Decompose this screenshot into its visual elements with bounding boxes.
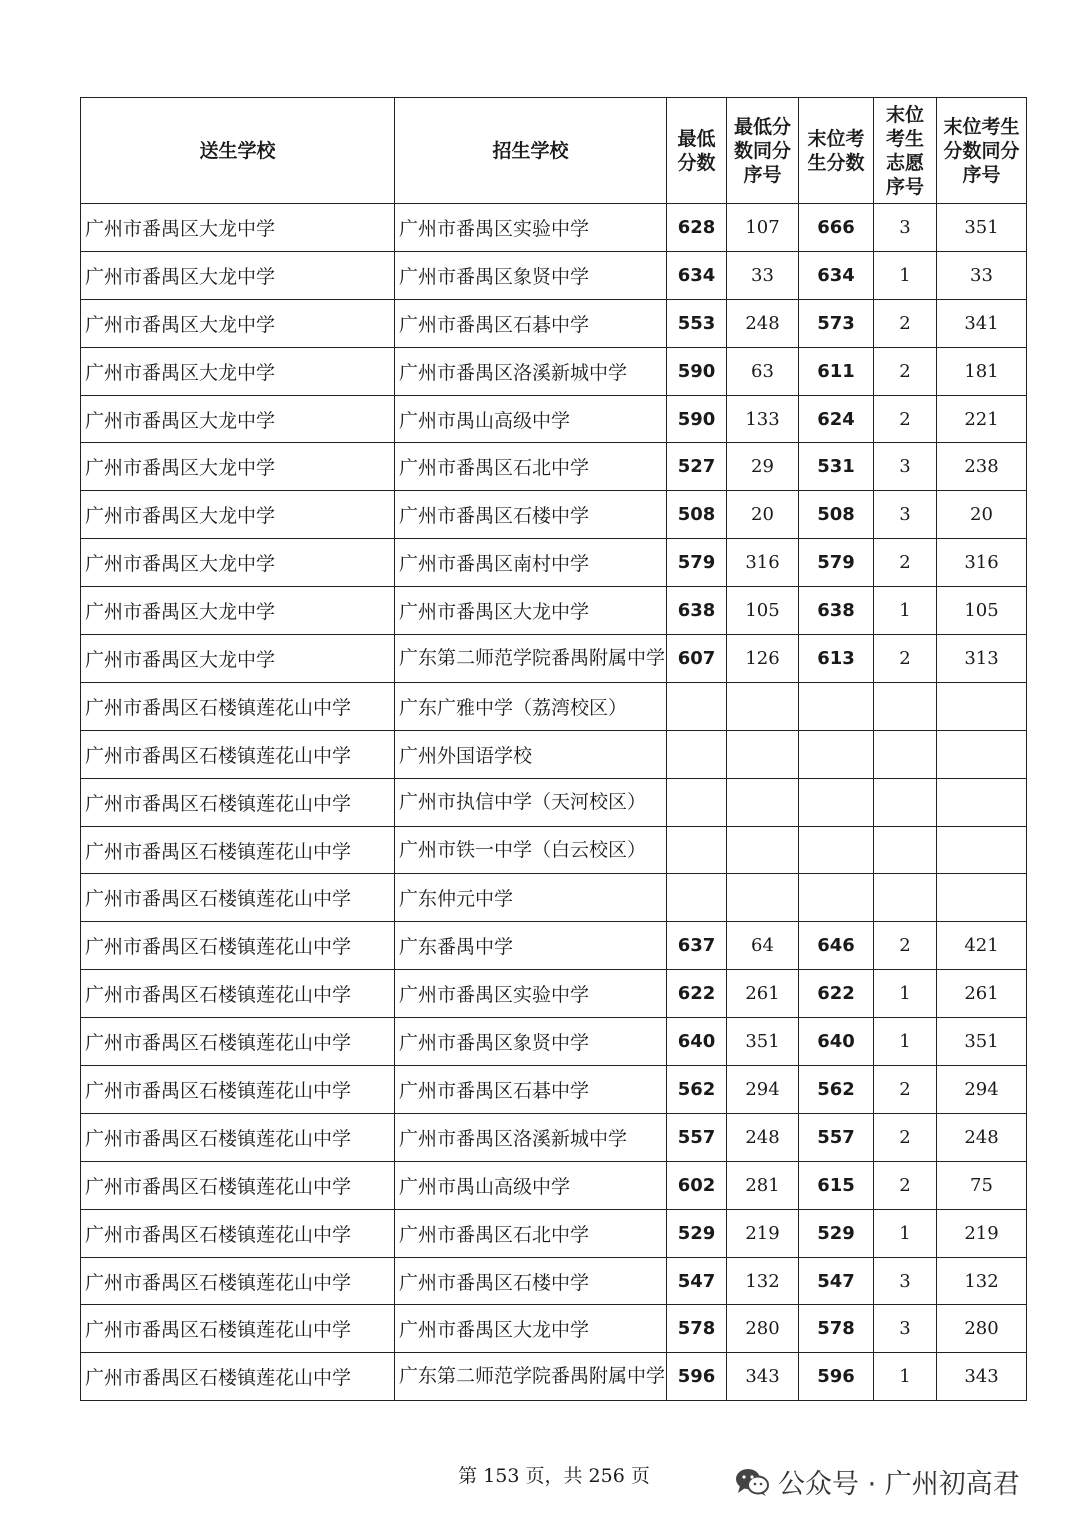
last-choice-no-cell: 3 bbox=[874, 491, 937, 539]
col-header-min-score bbox=[667, 98, 727, 204]
min-score-cell: 634 bbox=[667, 251, 727, 299]
last-score-cell: 508 bbox=[799, 491, 874, 539]
sending-school-cell: 广州市番禺区大龙中学 bbox=[81, 347, 395, 395]
min-score-cell bbox=[667, 682, 727, 730]
table-row bbox=[81, 587, 1027, 635]
sending-school-cell: 广州市番禺区石楼镇莲花山中学 bbox=[81, 874, 395, 922]
min-score-cell bbox=[667, 730, 727, 778]
last-score-rank-cell: 351 bbox=[937, 204, 1027, 252]
min-score-rank-cell bbox=[727, 682, 799, 730]
last-score-cell: 573 bbox=[799, 299, 874, 347]
sending-school-cell: 广州市番禺区石楼镇莲花山中学 bbox=[81, 970, 395, 1018]
last-score-rank-cell: 421 bbox=[937, 922, 1027, 970]
last-score-rank-cell: 181 bbox=[937, 347, 1027, 395]
last-score-rank-cell: 33 bbox=[937, 251, 1027, 299]
last-score-rank-cell: 280 bbox=[937, 1305, 1027, 1353]
last-score-rank-cell: 313 bbox=[937, 635, 1027, 683]
min-score-rank-cell: 63 bbox=[727, 347, 799, 395]
last-choice-no-cell: 2 bbox=[874, 347, 937, 395]
admitting-school-cell: 广州市番禺区洛溪新城中学 bbox=[395, 347, 667, 395]
table-header-row bbox=[81, 98, 1027, 204]
col-header-admitting-school bbox=[395, 98, 667, 204]
admitting-school-cell: 广东番禺中学 bbox=[395, 922, 667, 970]
last-score-cell: 646 bbox=[799, 922, 874, 970]
sending-school-cell: 广州市番禺区石楼镇莲花山中学 bbox=[81, 1018, 395, 1066]
col-header-sending-school bbox=[81, 98, 395, 204]
min-score-cell: 637 bbox=[667, 922, 727, 970]
sending-school-cell: 广州市番禺区石楼镇莲花山中学 bbox=[81, 778, 395, 826]
min-score-cell: 607 bbox=[667, 635, 727, 683]
last-score-rank-cell: 261 bbox=[937, 970, 1027, 1018]
min-score-cell bbox=[667, 826, 727, 874]
admitting-school-cell: 广东仲元中学 bbox=[395, 874, 667, 922]
min-score-cell: 578 bbox=[667, 1305, 727, 1353]
admitting-school-cell: 广东第二师范学院番禺附属中学 bbox=[395, 1353, 667, 1401]
last-score-cell: 615 bbox=[799, 1161, 874, 1209]
last-score-cell: 666 bbox=[799, 204, 874, 252]
admitting-school-cell: 广州市铁一中学（白云校区） bbox=[395, 826, 667, 874]
min-score-rank-cell: 248 bbox=[727, 1113, 799, 1161]
last-score-rank-cell: 238 bbox=[937, 443, 1027, 491]
admitting-school-cell: 广州市番禺区象贤中学 bbox=[395, 251, 667, 299]
header-label: 招生学校 bbox=[492, 139, 569, 162]
last-choice-no-cell bbox=[874, 874, 937, 922]
sending-school-cell: 广州市番禺区石楼镇莲花山中学 bbox=[81, 922, 395, 970]
table-row bbox=[81, 635, 1027, 683]
min-score-rank-cell: 219 bbox=[727, 1209, 799, 1257]
last-score-cell bbox=[799, 730, 874, 778]
table-row bbox=[81, 251, 1027, 299]
last-choice-no-cell bbox=[874, 730, 937, 778]
table-row bbox=[81, 299, 1027, 347]
min-score-cell: 596 bbox=[667, 1353, 727, 1401]
last-score-rank-cell: 248 bbox=[937, 1113, 1027, 1161]
last-score-cell: 529 bbox=[799, 1209, 874, 1257]
last-choice-no-cell: 2 bbox=[874, 1113, 937, 1161]
col-header-last-score bbox=[799, 98, 874, 204]
min-score-cell: 590 bbox=[667, 395, 727, 443]
last-score-cell: 596 bbox=[799, 1353, 874, 1401]
last-choice-no-cell: 1 bbox=[874, 251, 937, 299]
last-score-cell: 562 bbox=[799, 1066, 874, 1114]
header-label: 送生学校 bbox=[199, 139, 276, 162]
sending-school-cell: 广州市番禺区大龙中学 bbox=[81, 587, 395, 635]
admitting-school-cell: 广州市禺山高级中学 bbox=[395, 395, 667, 443]
table-row bbox=[81, 1209, 1027, 1257]
last-score-cell: 611 bbox=[799, 347, 874, 395]
min-score-rank-cell bbox=[727, 826, 799, 874]
table-row bbox=[81, 922, 1027, 970]
min-score-rank-cell: 132 bbox=[727, 1257, 799, 1305]
admitting-school-cell: 广州市番禺区石北中学 bbox=[395, 443, 667, 491]
page-number: 第 153 页，共 256 页 bbox=[458, 1465, 650, 1487]
table-row bbox=[81, 970, 1027, 1018]
table-row bbox=[81, 1161, 1027, 1209]
last-score-rank-cell: 75 bbox=[937, 1161, 1027, 1209]
sending-school-cell: 广州市番禺区石楼镇莲花山中学 bbox=[81, 826, 395, 874]
last-score-rank-cell: 221 bbox=[937, 395, 1027, 443]
min-score-cell: 527 bbox=[667, 443, 727, 491]
min-score-rank-cell: 248 bbox=[727, 299, 799, 347]
min-score-cell: 638 bbox=[667, 587, 727, 635]
admitting-school-cell: 广州市番禺区大龙中学 bbox=[395, 587, 667, 635]
last-score-rank-cell bbox=[937, 730, 1027, 778]
min-score-cell bbox=[667, 778, 727, 826]
last-score-rank-cell: 341 bbox=[937, 299, 1027, 347]
last-score-cell: 579 bbox=[799, 539, 874, 587]
admitting-school-cell: 广州市番禺区石碁中学 bbox=[395, 299, 667, 347]
last-score-cell: 613 bbox=[799, 635, 874, 683]
watermark bbox=[734, 1462, 1020, 1501]
last-score-rank-cell: 105 bbox=[937, 587, 1027, 635]
table-row bbox=[81, 874, 1027, 922]
table-row bbox=[81, 491, 1027, 539]
sending-school-cell: 广州市番禺区石楼镇莲花山中学 bbox=[81, 1161, 395, 1209]
sending-school-cell: 广州市番禺区大龙中学 bbox=[81, 299, 395, 347]
last-score-rank-cell: 20 bbox=[937, 491, 1027, 539]
min-score-rank-cell: 261 bbox=[727, 970, 799, 1018]
last-choice-no-cell: 2 bbox=[874, 1066, 937, 1114]
min-score-cell: 547 bbox=[667, 1257, 727, 1305]
min-score-rank-cell: 64 bbox=[727, 922, 799, 970]
min-score-rank-cell: 33 bbox=[727, 251, 799, 299]
watermark-text: 公众号 · 广州初高君 bbox=[778, 1469, 1020, 1500]
sending-school-cell: 广州市番禺区大龙中学 bbox=[81, 395, 395, 443]
admitting-school-cell: 广州市番禺区象贤中学 bbox=[395, 1018, 667, 1066]
last-choice-no-cell bbox=[874, 778, 937, 826]
last-score-cell: 624 bbox=[799, 395, 874, 443]
col-header-last-score-rank bbox=[937, 98, 1027, 204]
admitting-school-cell: 广州市番禺区石楼中学 bbox=[395, 491, 667, 539]
table-row bbox=[81, 443, 1027, 491]
min-score-rank-cell: 351 bbox=[727, 1018, 799, 1066]
last-choice-no-cell: 1 bbox=[874, 1353, 937, 1401]
admitting-school-cell: 广东第二师范学院番禺附属中学 bbox=[395, 635, 667, 683]
last-choice-no-cell: 1 bbox=[874, 1209, 937, 1257]
admitting-school-cell: 广州市番禺区实验中学 bbox=[395, 970, 667, 1018]
min-score-rank-cell: 20 bbox=[727, 491, 799, 539]
min-score-cell: 602 bbox=[667, 1161, 727, 1209]
last-score-cell bbox=[799, 778, 874, 826]
sending-school-cell: 广州市番禺区大龙中学 bbox=[81, 204, 395, 252]
last-choice-no-cell: 1 bbox=[874, 970, 937, 1018]
table-row bbox=[81, 204, 1027, 252]
wechat-icon bbox=[734, 1467, 770, 1497]
sending-school-cell: 广州市番禺区大龙中学 bbox=[81, 635, 395, 683]
admission-table bbox=[80, 97, 1027, 1401]
last-score-rank-cell bbox=[937, 874, 1027, 922]
sending-school-cell: 广州市番禺区大龙中学 bbox=[81, 443, 395, 491]
last-score-rank-cell: 132 bbox=[937, 1257, 1027, 1305]
sending-school-cell: 广州市番禺区大龙中学 bbox=[81, 539, 395, 587]
min-score-cell: 628 bbox=[667, 204, 727, 252]
last-choice-no-cell: 2 bbox=[874, 1161, 937, 1209]
min-score-rank-cell bbox=[727, 778, 799, 826]
table-body bbox=[81, 204, 1027, 1401]
last-score-rank-cell bbox=[937, 778, 1027, 826]
min-score-rank-cell: 126 bbox=[727, 635, 799, 683]
min-score-rank-cell: 105 bbox=[727, 587, 799, 635]
sending-school-cell: 广州市番禺区石楼镇莲花山中学 bbox=[81, 682, 395, 730]
last-choice-no-cell: 2 bbox=[874, 299, 937, 347]
min-score-cell: 557 bbox=[667, 1113, 727, 1161]
min-score-rank-cell: 107 bbox=[727, 204, 799, 252]
min-score-cell: 562 bbox=[667, 1066, 727, 1114]
last-score-cell: 547 bbox=[799, 1257, 874, 1305]
admitting-school-cell: 广州市番禺区洛溪新城中学 bbox=[395, 1113, 667, 1161]
table-row bbox=[81, 1018, 1027, 1066]
min-score-cell bbox=[667, 874, 727, 922]
last-score-cell bbox=[799, 826, 874, 874]
admitting-school-cell: 广州市番禺区石楼中学 bbox=[395, 1257, 667, 1305]
last-choice-no-cell: 3 bbox=[874, 1257, 937, 1305]
last-score-rank-cell bbox=[937, 682, 1027, 730]
min-score-rank-cell: 281 bbox=[727, 1161, 799, 1209]
last-choice-no-cell: 3 bbox=[874, 204, 937, 252]
table-row bbox=[81, 1353, 1027, 1401]
min-score-rank-cell: 294 bbox=[727, 1066, 799, 1114]
sending-school-cell: 广州市番禺区石楼镇莲花山中学 bbox=[81, 730, 395, 778]
min-score-cell: 640 bbox=[667, 1018, 727, 1066]
admitting-school-cell: 广州市番禺区石碁中学 bbox=[395, 1066, 667, 1114]
col-header-min-score-rank bbox=[727, 98, 799, 204]
sending-school-cell: 广州市番禺区大龙中学 bbox=[81, 491, 395, 539]
last-choice-no-cell: 2 bbox=[874, 635, 937, 683]
sending-school-cell: 广州市番禺区大龙中学 bbox=[81, 251, 395, 299]
sending-school-cell: 广州市番禺区石楼镇莲花山中学 bbox=[81, 1305, 395, 1353]
min-score-rank-cell: 316 bbox=[727, 539, 799, 587]
min-score-cell: 553 bbox=[667, 299, 727, 347]
table-row bbox=[81, 1066, 1027, 1114]
table-row bbox=[81, 1113, 1027, 1161]
last-score-cell: 622 bbox=[799, 970, 874, 1018]
last-score-cell: 578 bbox=[799, 1305, 874, 1353]
min-score-rank-cell: 280 bbox=[727, 1305, 799, 1353]
sending-school-cell: 广州市番禺区石楼镇莲花山中学 bbox=[81, 1353, 395, 1401]
table-row bbox=[81, 395, 1027, 443]
last-choice-no-cell: 3 bbox=[874, 443, 937, 491]
last-score-cell: 531 bbox=[799, 443, 874, 491]
table-row bbox=[81, 347, 1027, 395]
last-choice-no-cell bbox=[874, 826, 937, 874]
sending-school-cell: 广州市番禺区石楼镇莲花山中学 bbox=[81, 1113, 395, 1161]
min-score-rank-cell: 343 bbox=[727, 1353, 799, 1401]
table-row bbox=[81, 826, 1027, 874]
last-choice-no-cell: 1 bbox=[874, 587, 937, 635]
last-score-cell: 634 bbox=[799, 251, 874, 299]
last-score-rank-cell: 351 bbox=[937, 1018, 1027, 1066]
last-choice-no-cell: 1 bbox=[874, 1018, 937, 1066]
header-label: 末位 考生 志愿 序号 bbox=[885, 103, 924, 198]
last-score-cell bbox=[799, 874, 874, 922]
min-score-cell: 590 bbox=[667, 347, 727, 395]
last-score-cell: 640 bbox=[799, 1018, 874, 1066]
admitting-school-cell: 广州外国语学校 bbox=[395, 730, 667, 778]
last-score-rank-cell bbox=[937, 826, 1027, 874]
admitting-school-cell: 广东广雅中学（荔湾校区） bbox=[395, 682, 667, 730]
table-row bbox=[81, 1305, 1027, 1353]
admitting-school-cell: 广州市番禺区实验中学 bbox=[395, 204, 667, 252]
min-score-rank-cell bbox=[727, 874, 799, 922]
table-row bbox=[81, 730, 1027, 778]
header-label: 末位考生 分数同分 序号 bbox=[943, 115, 1020, 186]
min-score-cell: 579 bbox=[667, 539, 727, 587]
last-score-rank-cell: 343 bbox=[937, 1353, 1027, 1401]
header-label: 最低分 数同分 序号 bbox=[733, 115, 791, 186]
last-score-rank-cell: 219 bbox=[937, 1209, 1027, 1257]
min-score-cell: 529 bbox=[667, 1209, 727, 1257]
sending-school-cell: 广州市番禺区石楼镇莲花山中学 bbox=[81, 1066, 395, 1114]
table-row bbox=[81, 1257, 1027, 1305]
last-score-cell: 638 bbox=[799, 587, 874, 635]
last-score-cell bbox=[799, 682, 874, 730]
admitting-school-cell: 广州市禺山高级中学 bbox=[395, 1161, 667, 1209]
last-score-cell: 557 bbox=[799, 1113, 874, 1161]
last-choice-no-cell: 2 bbox=[874, 395, 937, 443]
table-row bbox=[81, 682, 1027, 730]
last-choice-no-cell: 2 bbox=[874, 539, 937, 587]
admitting-school-cell: 广州市番禺区大龙中学 bbox=[395, 1305, 667, 1353]
last-score-rank-cell: 294 bbox=[937, 1066, 1027, 1114]
header-label: 最低 分数 bbox=[677, 127, 716, 174]
sending-school-cell: 广州市番禺区石楼镇莲花山中学 bbox=[81, 1209, 395, 1257]
header-label: 末位考 生分数 bbox=[807, 127, 865, 174]
min-score-rank-cell: 29 bbox=[727, 443, 799, 491]
sending-school-cell: 广州市番禺区石楼镇莲花山中学 bbox=[81, 1257, 395, 1305]
last-score-rank-cell: 316 bbox=[937, 539, 1027, 587]
min-score-rank-cell bbox=[727, 730, 799, 778]
admitting-school-cell: 广州市番禺区石北中学 bbox=[395, 1209, 667, 1257]
last-choice-no-cell: 3 bbox=[874, 1305, 937, 1353]
min-score-cell: 622 bbox=[667, 970, 727, 1018]
admitting-school-cell: 广州市执信中学（天河校区） bbox=[395, 778, 667, 826]
min-score-cell: 508 bbox=[667, 491, 727, 539]
table-row bbox=[81, 539, 1027, 587]
col-header-last-choice-no bbox=[874, 98, 937, 204]
last-choice-no-cell bbox=[874, 682, 937, 730]
min-score-rank-cell: 133 bbox=[727, 395, 799, 443]
last-choice-no-cell: 2 bbox=[874, 922, 937, 970]
table-row bbox=[81, 778, 1027, 826]
admitting-school-cell: 广州市番禺区南村中学 bbox=[395, 539, 667, 587]
